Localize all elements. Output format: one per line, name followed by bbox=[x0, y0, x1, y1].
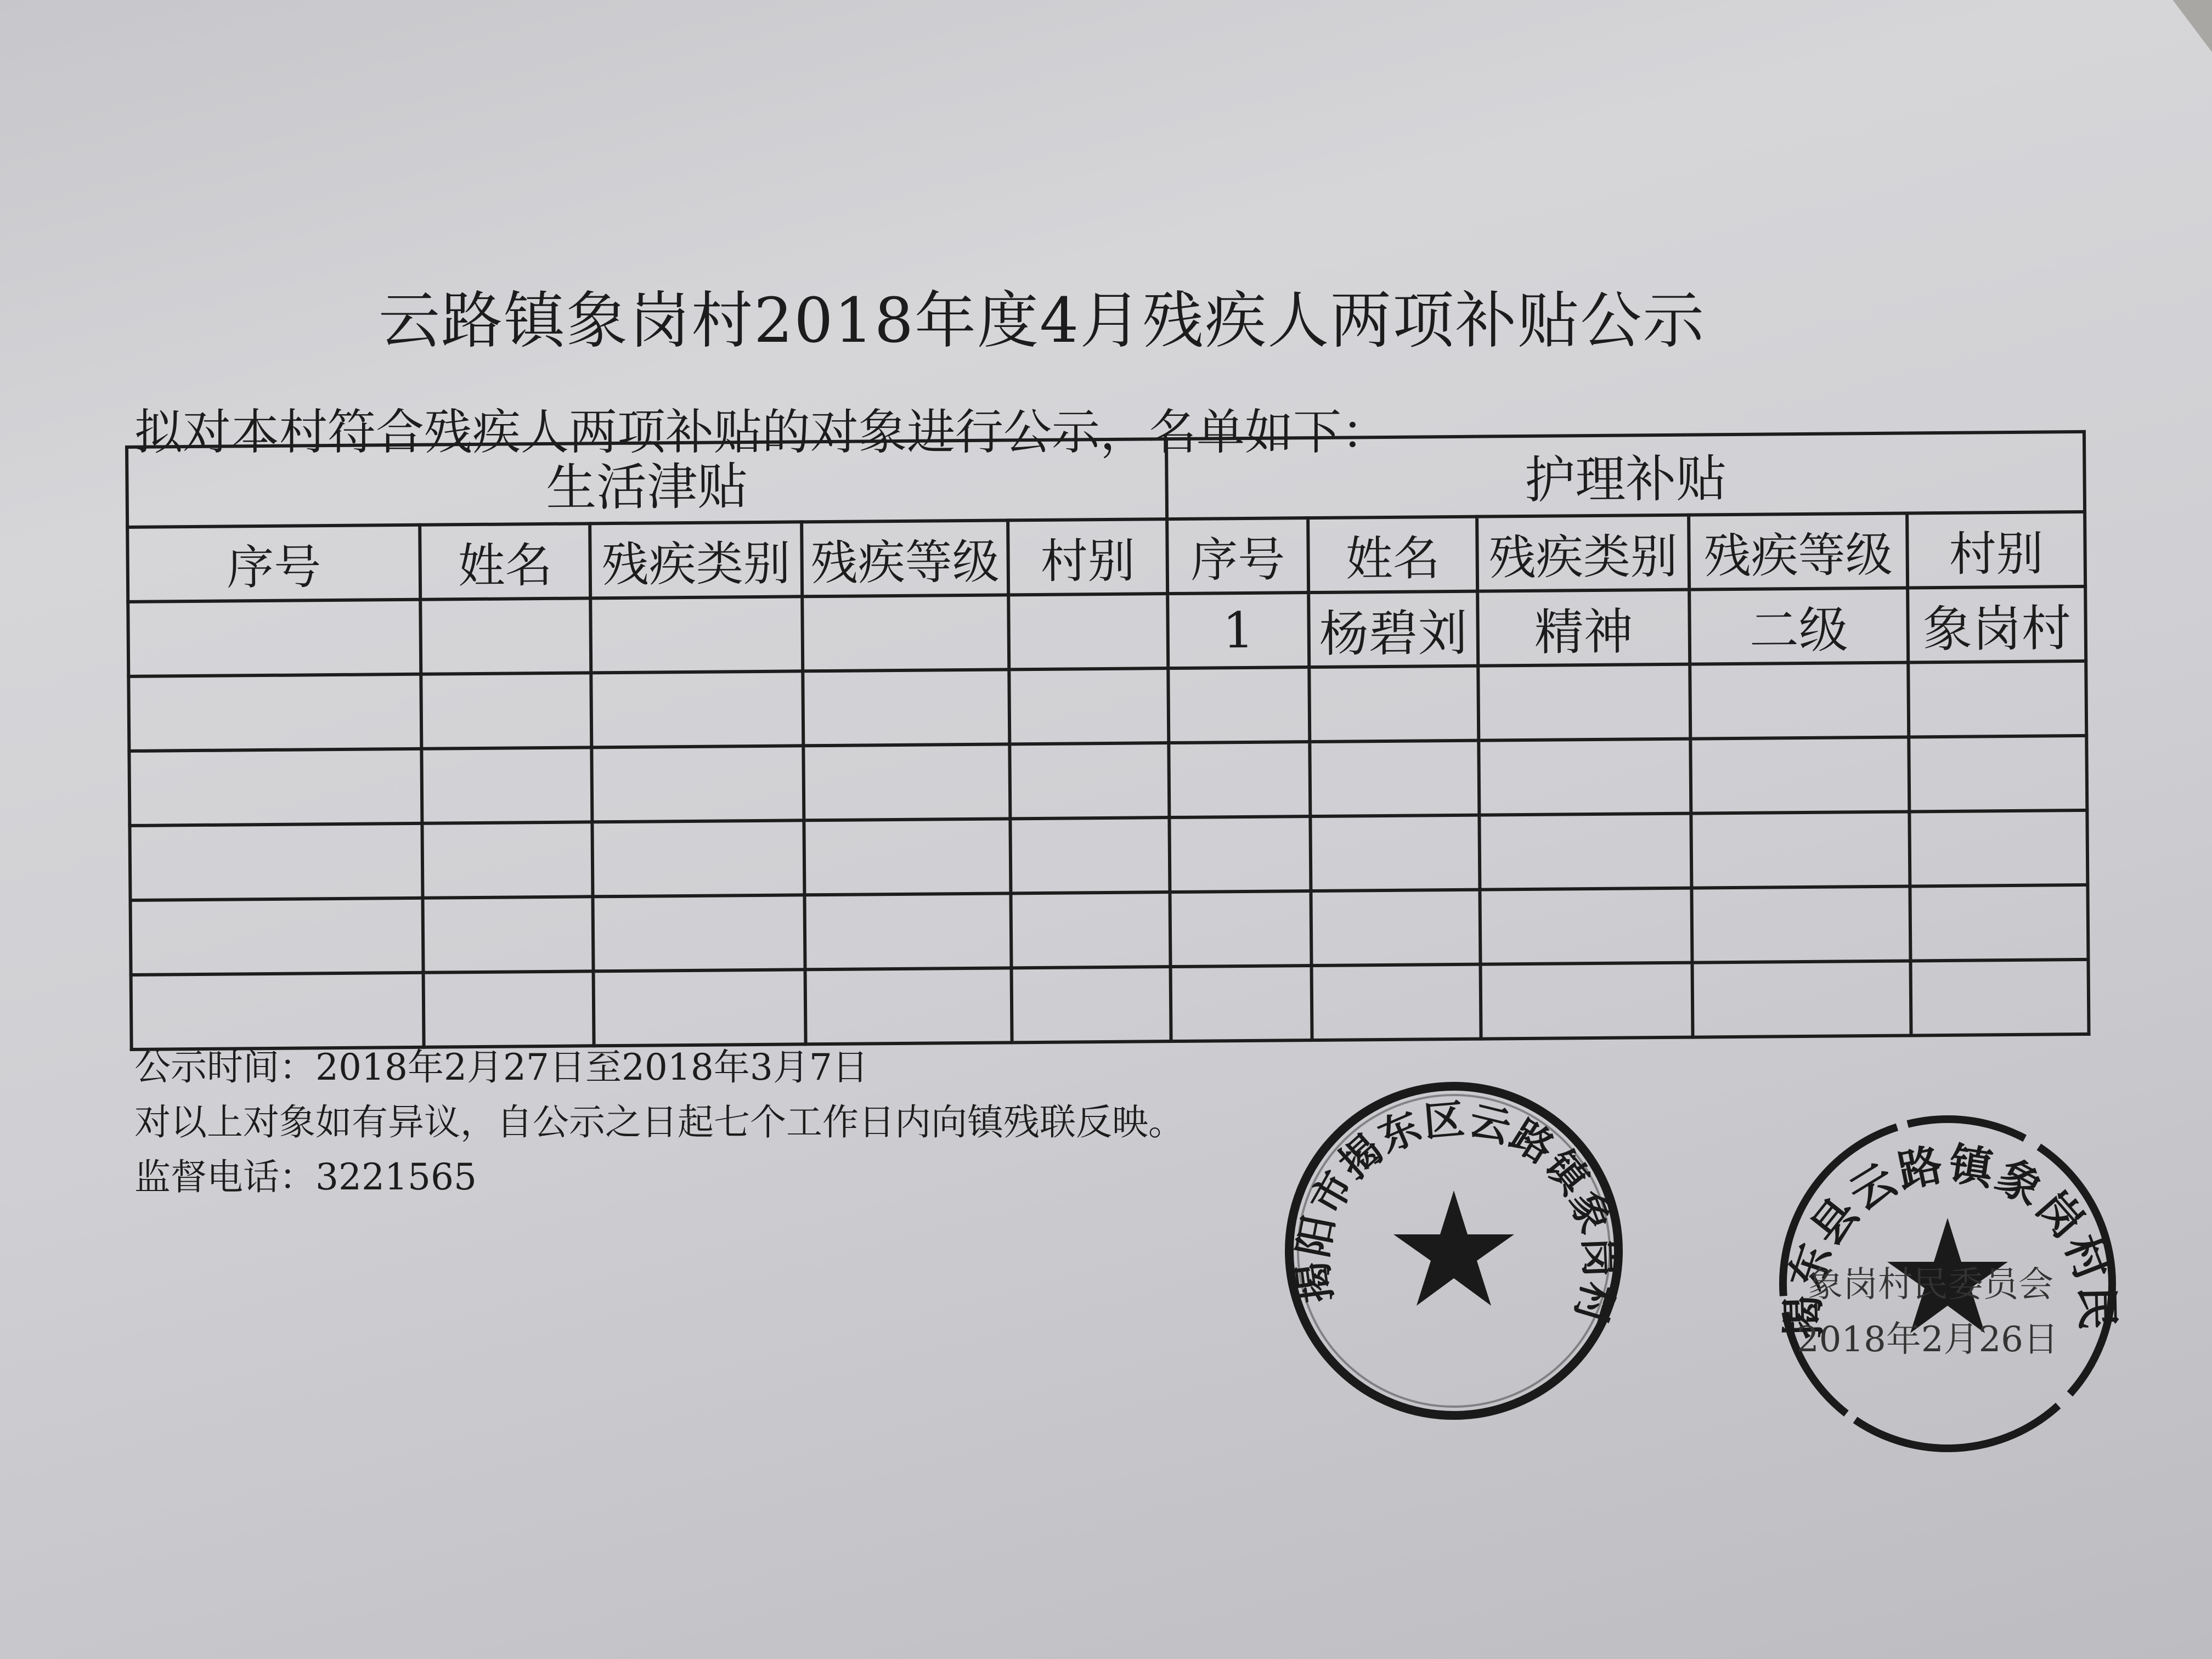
cell bbox=[421, 747, 592, 823]
seal-graphic bbox=[1273, 1070, 1635, 1432]
cell bbox=[1480, 888, 1692, 964]
signature-date: 2018年2月26日 bbox=[1797, 1319, 2059, 1360]
cell bbox=[1010, 817, 1170, 893]
cell bbox=[1481, 963, 1693, 1039]
cell bbox=[803, 744, 1010, 820]
cell bbox=[1910, 885, 2088, 961]
official-seal-supervision bbox=[1273, 1070, 1635, 1432]
cell bbox=[422, 822, 592, 898]
col-header-living-village: 村别 bbox=[1008, 519, 1167, 595]
cell bbox=[594, 969, 806, 1046]
cell bbox=[128, 674, 421, 751]
cell bbox=[1009, 668, 1169, 744]
cell bbox=[129, 749, 422, 826]
cell bbox=[424, 971, 594, 1047]
cell bbox=[1310, 815, 1480, 891]
subsidy-table bbox=[125, 430, 2091, 1051]
cell bbox=[131, 898, 424, 975]
col-header-living-name: 姓名 bbox=[420, 523, 590, 599]
cell bbox=[1692, 961, 1911, 1037]
cell bbox=[1691, 811, 1910, 888]
col-header-care-type: 残疾类别 bbox=[1477, 515, 1689, 591]
cell-care-level: 二级 bbox=[1689, 588, 1908, 664]
cell bbox=[1312, 964, 1481, 1040]
publicity-period: 公示时间：2018年2月27日至2018年3月7日 bbox=[134, 1046, 868, 1088]
cell bbox=[1479, 814, 1691, 890]
cell bbox=[422, 896, 593, 972]
cell bbox=[128, 600, 421, 676]
supervision-hotline: 监督电话：3221565 bbox=[134, 1156, 477, 1198]
document-intro: 拟对本村符合残疾人两项补贴的对象进行公示，名单如下： bbox=[134, 404, 1390, 460]
cell bbox=[420, 598, 591, 674]
cell bbox=[129, 823, 422, 900]
col-header-care-name: 姓名 bbox=[1308, 517, 1477, 592]
col-header-care-village: 村别 bbox=[1907, 512, 2085, 588]
cell bbox=[1909, 736, 2087, 812]
cell bbox=[1310, 741, 1479, 816]
cell bbox=[802, 595, 1009, 671]
cell bbox=[592, 820, 804, 896]
svg-text:揭阳市揭东区云路镇象岗村村务监督委员会: 揭阳市揭东区云路镇象岗村 bbox=[1289, 1096, 1624, 1330]
col-header-living-level: 残疾等级 bbox=[802, 520, 1008, 596]
cell bbox=[592, 895, 805, 971]
cell-care-type: 精神 bbox=[1477, 590, 1690, 666]
cell bbox=[1169, 742, 1310, 817]
cell bbox=[1168, 667, 1310, 743]
cell-care-no: 1 bbox=[1167, 592, 1309, 668]
cell bbox=[805, 968, 1012, 1044]
cell bbox=[421, 673, 591, 748]
document-title: 云路镇象岗村2018年度4月残疾人两项补贴公示 bbox=[379, 285, 1706, 357]
table-row bbox=[131, 960, 2089, 1049]
col-header-care-level: 残疾等级 bbox=[1689, 513, 1908, 589]
col-header-living-type: 残疾类别 bbox=[590, 522, 802, 598]
objection-notice: 对以上对象如有异议，自公示之日起七个工作日内向镇残联反映。 bbox=[134, 1101, 1184, 1143]
cell bbox=[803, 669, 1009, 746]
cell bbox=[1691, 886, 1910, 962]
svg-text:揭东县云路镇象岗村民委员会: 揭东县云路镇象岗村民 bbox=[1776, 1137, 2124, 1340]
cell bbox=[590, 596, 803, 673]
cell bbox=[1311, 890, 1480, 966]
cell bbox=[1479, 739, 1691, 815]
cell bbox=[1309, 666, 1479, 742]
cell bbox=[1908, 661, 2086, 737]
cell bbox=[1478, 664, 1690, 741]
group-header-row bbox=[127, 432, 2085, 527]
group-care-subsidy: 护理补贴 bbox=[1166, 432, 2085, 519]
paper-corner-edge bbox=[2152, 0, 2212, 52]
cell bbox=[1909, 810, 2087, 887]
cell bbox=[1171, 966, 1312, 1041]
cell bbox=[1170, 891, 1311, 967]
cell bbox=[1690, 662, 1909, 738]
group-living-allowance: 生活津贴 bbox=[127, 439, 1167, 527]
seal-star-icon bbox=[1393, 1190, 1514, 1306]
cell bbox=[1690, 737, 1909, 813]
cell bbox=[1911, 960, 2089, 1036]
cell bbox=[1009, 743, 1169, 819]
col-header-living-no: 序号 bbox=[127, 525, 420, 602]
cell bbox=[591, 671, 803, 747]
cell-care-village: 象岗村 bbox=[1908, 586, 2086, 663]
cell bbox=[1011, 892, 1170, 968]
cell bbox=[804, 893, 1011, 969]
cell bbox=[804, 819, 1011, 895]
cell-care-name: 杨碧刘 bbox=[1308, 591, 1478, 667]
cell bbox=[591, 746, 804, 822]
signature-organization: 象岗村民委员会 bbox=[1808, 1265, 2053, 1305]
col-header-care-no: 序号 bbox=[1167, 518, 1308, 594]
cell bbox=[1012, 967, 1171, 1042]
cell bbox=[1008, 594, 1168, 669]
cell bbox=[1169, 816, 1311, 892]
